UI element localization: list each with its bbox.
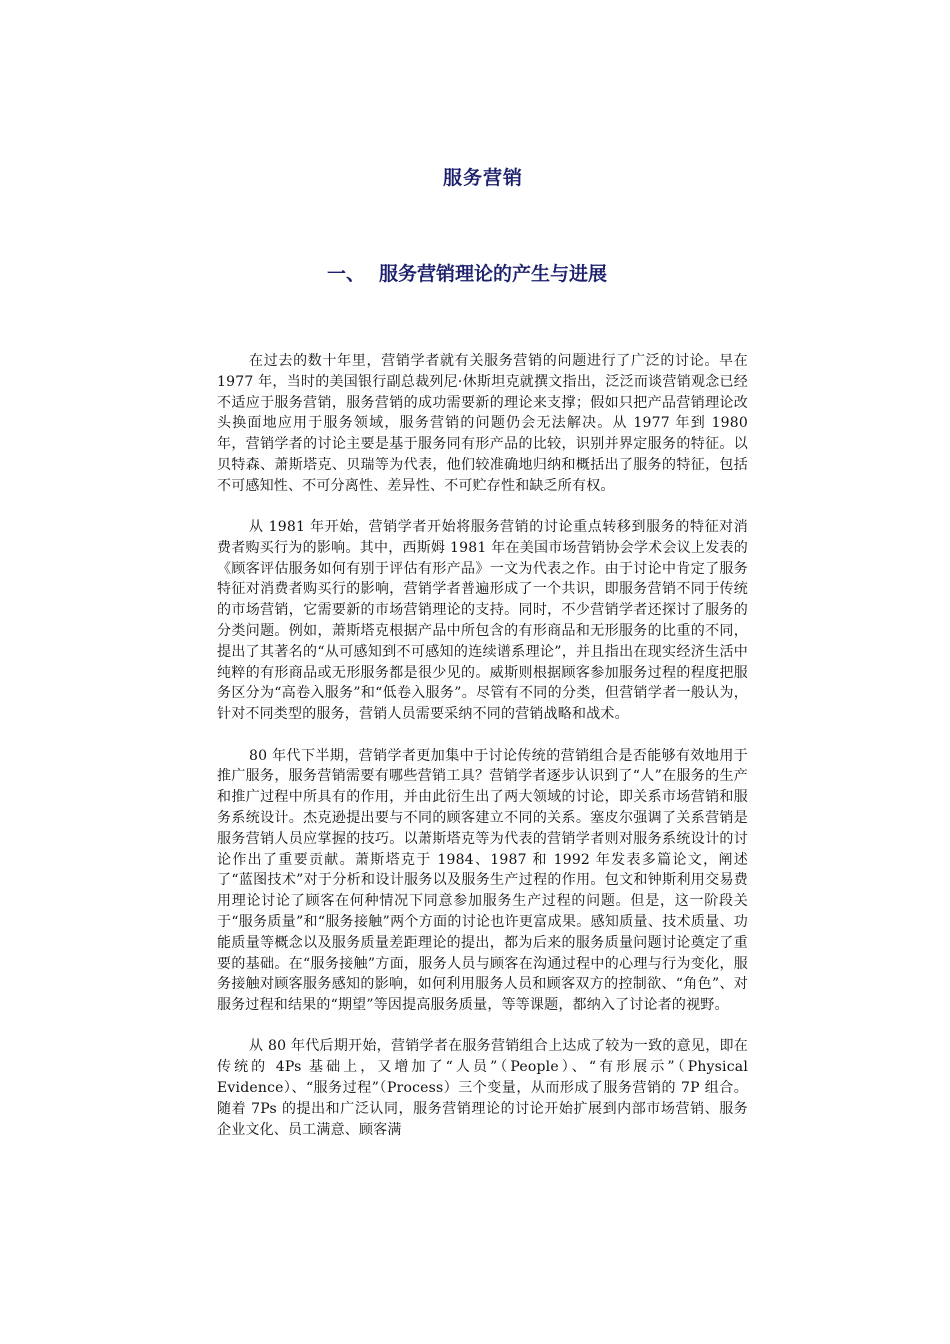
document-title: 服务营销 — [442, 167, 523, 189]
paragraph: 在过去的数十年里，营销学者就有关服务营销的问题进行了广泛的讨论。早在 1977 年，当时的美国银行副总裁列尼·休斯坦克就撰文指出，泛泛而谈营销观念已经不适应于服务营销，服务营销的成功需要新的理论来支撑；假如只把产品营销理论改头换面地应用于服务领域，服务营销的问题仍会无法解决。从 1977 年到 1980 年，营销学者的讨论主要是基于服务同有形产品的比较，识别并界定服务的特征。以贝特森、萧斯塔克、贝瑞等为代表，他们较准确地归纳和概括出了服务的特征，包括不可感知性、不可分离性、差异性、不可贮存性和缺乏所有权。 — [217, 353, 748, 494]
paragraph: 80 年代下半期，营销学者更加集中于讨论传统的营销组合是否能够有效地用于推广服务，服务营销需要有哪些营销工具？营销学者逐步认识到了“人”在服务的生产和推广过程中所具有的作用，并由此衍生出了两大领域的讨论，即关系市场营销和服务系统设计。杰克逊提出要与不同的顾客建立不同的关系。塞皮尔强调了关系营销是服务营销人员应掌握的技巧。以萧斯塔克等为代表的营销学者则对服务系统设计的讨论作出了重要贡献。萧斯塔克于 1984、1987 和 1992 年发表多篇论文，阐述了“蓝图技术”对于分析和设计服务以及服务生产过程的作用。包文和钟斯利用交易费用理论讨论了顾客在何种情况下同意参加服务生产过程的问题。但是，这一阶段关于“服务质量”和“服务接触”两个方面的讨论也许更富成果。感知质量、技术质量、功能质量等概念以及服务质量差距理论的提出，都为后来的服务质量问题讨论奠定了重要的基础。在“服务接触”方面，服务人员与顾客在沟通过程中的心理与行为变化，服务接触对顾客服务感知的影响，如何利用服务人员和顾客双方的控制欲、“角色”、对服务过程和结果的“期望”等因提高服务质量，等等课题，都纳入了讨论者的视野。 — [217, 747, 748, 1014]
section-heading — [327, 259, 607, 286]
body-text — [217, 351, 748, 1161]
section-title: 服务营销理论的产生与进展 — [379, 263, 608, 285]
paragraph: 从 1981 年开始，营销学者开始将服务营销的讨论重点转移到服务的特征对消费者购买行为的影响。其中，西斯姆 1981 年在美国市场营销协会学术会议上发表的《顾客评估服务如何有别于评估有形产品》一文为代表之作。由于讨论中肯定了服务特征对消费者购买行的影响，营销学者普遍形成了一个共识，即服务营销不同于传统的市场营销，它需要新的市场营销理论的支持。同时，不少营销学者还探讨了服务的分类问题。例如，萧斯塔克根据产品中所包含的有形商品和无形服务的比重的不同，提出了其著名的“从可感知到不可感知的连续谱系理论”，并且指出在现实经济生活中纯粹的有形商品或无形服务都是很少见的。威斯则根据顾客参加服务过程的程度把服务区分为“高卷入服务”和“低卷入服务”。尽管有不同的分类，但营销学者一般认为，针对不同类型的服务，营销人员需要采纳不同的营销战略和战术。 — [217, 519, 748, 723]
paragraph: 从 80 年代后期开始，营销学者在服务营销组合上达成了较为一致的意见，即在传统的 4Ps 基础上，又增加了“人员”（People）、“有形展示”（Physical Evidence）、“服务过程”（Process）三个变量，从而形成了服务营销的 7P 组合。随着 7Ps 的提出和广泛认同，服务营销理论的讨论开始扩展到内部市场营销、服务企业文化、员工满意、顾客满 — [217, 1038, 748, 1138]
section-number: 一、 — [327, 263, 366, 285]
